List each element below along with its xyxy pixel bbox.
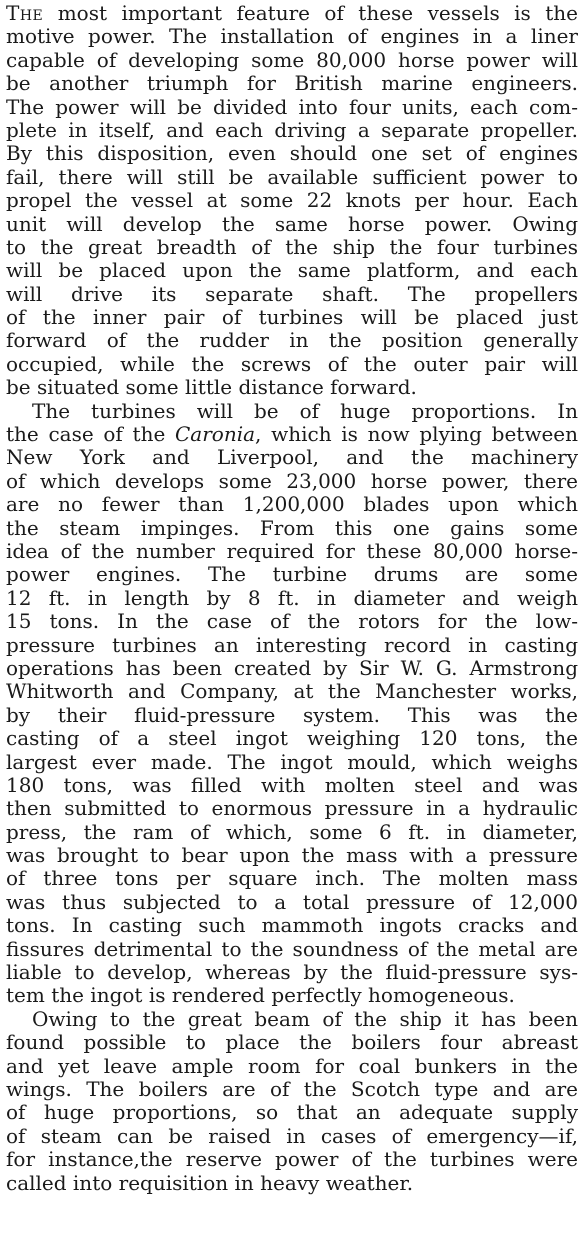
text-line: be another triumph for British marine engineers. [6, 71, 578, 96]
text-line: propel the vessel at some 22 knots per hour. Each [6, 188, 578, 213]
text-line: The most important feature of these vessels is the [6, 1, 578, 25]
text-line: are no fewer than 1,200,000 blades upon which [6, 492, 578, 517]
text-line: Owing to the great beam of the ship it has been [32, 1006, 578, 1031]
text-line: New York and Liverpool, and the machinery [6, 445, 578, 470]
text-line: of the inner pair of turbines will be placed just [6, 305, 578, 330]
text-line: largest ever made. The ingot mould, which weighs [6, 749, 578, 774]
text-line: occupied, while the screws of the outer pair will [6, 351, 578, 376]
text-line: was brought to bear upon the mass with a pressure [6, 843, 578, 868]
text-line: The power will be divided into four units, each com- [6, 94, 578, 119]
text-line: forward of the rudder in the position generally [6, 328, 578, 353]
text-line: liable to develop, whereas by the fluid-pressure sys- [6, 960, 578, 985]
text-line: power engines. The turbine drums are some [6, 562, 578, 587]
text-line: wings. The boilers are of the Scotch type and are [6, 1076, 578, 1101]
text-line: The turbines will be of huge proportions. In [32, 398, 578, 423]
lead-word: The [6, 1, 44, 25]
text-line: the case of the Caronia, which is now plying between [6, 422, 579, 447]
text-line: plete in itself, and each driving a separate propeller. [6, 117, 578, 142]
text-line: pressure turbines an interesting record in casting [6, 632, 578, 657]
text-line: Whitworth and Company, at the Manchester works, [6, 679, 578, 704]
text-line: motive power. The installation of engines in a liner [6, 24, 578, 49]
text-line: found possible to place the boilers four abreast [6, 1030, 578, 1055]
text-line: of which develops some 23,000 horse power, there [6, 468, 578, 493]
text-line: to the great breadth of the ship the four turbines [6, 234, 578, 259]
text-line: of three tons per square inch. The molten mass [6, 866, 578, 891]
paragraph-2 [6, 400, 578, 1008]
text-line: press, the ram of which, some 6 ft. in diameter, [6, 819, 578, 844]
text-line: By this disposition, even should one set of engines [6, 141, 578, 166]
text-line: called into requisition in heavy weather. [6, 1170, 414, 1195]
text-line: then submitted to enormous pressure in a hydraulic [6, 796, 578, 821]
text-line: fissures detrimental to the soundness of the metal are [6, 936, 578, 961]
text-line: fail, there will still be available sufficient power to [6, 164, 578, 189]
text-line: unit will develop the same horse power. Owing [6, 211, 578, 236]
ship-name: Caronia [175, 422, 256, 447]
text-line: tons. In casting such mammoth ingots cracks and [6, 913, 578, 938]
text-line: by their fluid-pressure system. This was the [6, 702, 578, 727]
text-line: casting of a steel ingot weighing 120 tons, the [6, 726, 578, 751]
text-line: of steam can be raised in cases of emergency—if, [6, 1123, 578, 1148]
text-line: 12 ft. in length by 8 ft. in diameter and weigh [6, 585, 578, 610]
text-line: operations has been created by Sir W. G. Armstrong [6, 655, 578, 680]
text-line: tem the ingot is rendered perfectly homogeneous. [6, 983, 515, 1008]
text-line: the steam impinges. From this one gains some [6, 515, 578, 540]
text-line: will be placed upon the same platform, and each [6, 258, 578, 283]
paragraph-3 [6, 1008, 578, 1195]
text-line: idea of the number required for these 80,000 horse- [6, 538, 578, 563]
paragraph-1 [6, 2, 578, 400]
text-line: for instance,the reserve power of the turbines were [6, 1147, 578, 1172]
text-line: be situated some little distance forward. [6, 375, 417, 400]
text-line: 15 tons. In the case of the rotors for the low- [6, 609, 578, 634]
text-line: will drive its separate shaft. The propellers [6, 281, 578, 306]
text-line: of huge proportions, so that an adequate supply [6, 1100, 578, 1125]
text-line: and yet leave ample room for coal bunkers in the [6, 1053, 578, 1078]
document-page [6, 2, 578, 1240]
text-line: 180 tons, was filled with molten steel and was [6, 772, 578, 797]
text-line: capable of developing some 80,000 horse power will [6, 47, 578, 72]
text-line: was thus subjected to a total pressure of 12,000 [6, 889, 578, 914]
